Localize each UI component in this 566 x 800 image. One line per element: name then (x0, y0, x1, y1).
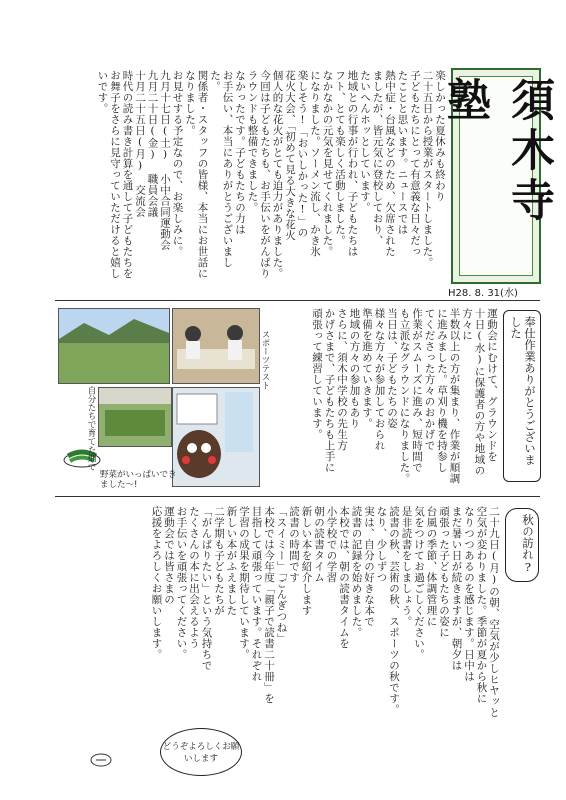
caption-vegetables: 野菜がいっぱいできました〜! (100, 470, 177, 490)
text-line: ましたが、皆元気に登校しており、 (371, 70, 384, 246)
text-line: 地域の方々の参加もあり (348, 308, 361, 429)
text-line: 二学期も子どもたちが (213, 506, 225, 616)
text-line: 読書の時間です (288, 506, 300, 583)
text-line: 運動会では皆さまの (163, 506, 175, 605)
text-line: 台風の季節、体調管理に (425, 506, 438, 627)
text-line: 「がんばりたい」という気持ちで (200, 506, 213, 671)
text-line: 二十五日から授業がスタートしました。 (421, 70, 434, 268)
text-line: かげさまで、子どもたちも上手に (323, 308, 336, 473)
text-line: たいへんホッとしています。 (359, 70, 371, 213)
text-line: 子どもたちにとって有意義な日々だっ (409, 70, 421, 257)
caption-sports: スポーツテスト (260, 330, 270, 390)
caption-garden: 自分たちで育てた畑で (86, 386, 96, 471)
text-line: 半数以上の方が集まり、作業が順調 (448, 308, 461, 484)
text-line: 実は、自分の好きな本で (363, 506, 375, 627)
text-line: に進みました。草刈り機を持参し (436, 308, 448, 473)
text-line: 朝の読書タイム (313, 506, 325, 583)
photo-school-field (58, 308, 170, 384)
photo-mascot-display (172, 387, 260, 487)
text-line: 九月二十日(金) 職員会議 (146, 70, 159, 218)
text-line: 運動会にむけて、グラウンドを (486, 308, 498, 462)
text-line: 応援をよろしくお願いします。 (150, 506, 163, 660)
text-line: 九月十七日(土) 小中合同運動会 (159, 70, 171, 251)
text-line: 学習の成果を期待しています。 (238, 506, 250, 660)
text-line: 地域との行事が行われ、子どもたちは (346, 70, 359, 257)
text-line: お舞子をさらに見守っていただけると嬉しいです。 (96, 70, 121, 279)
text-line: 是非読書をしましょう。 (400, 506, 413, 627)
text-line: 新しい本がふえました (225, 506, 238, 616)
text-line: なかなかの元気を見せてくれました。 (321, 70, 334, 257)
text-line: 頑張って練習しています。 (311, 308, 323, 440)
text-line: なかったです。子どもたちの力は (234, 70, 246, 235)
text-line: 本校では今年度「親子で読書二十冊」を (263, 506, 275, 704)
middle-heading: 奉仕作業ありがとうございました (503, 310, 541, 482)
text-line: 時代の読み書き計算を通して子どもたちを (121, 70, 134, 279)
text-line: 花火大会、「初めて見る大きな花火 (284, 70, 296, 241)
text-line: ラウンドも整備できました。 (246, 70, 259, 213)
text-line: 読書の記録を始めました。 (350, 506, 363, 638)
text-line: 十日(水)に保護者の方や地域の方々に (461, 308, 486, 476)
text-line: 準備を進めていきます。 (361, 308, 373, 429)
text-line: まだ暑い日が続きますが、朝夕は (450, 506, 463, 671)
section-divider-bottom (55, 496, 540, 497)
section-divider-top (55, 300, 540, 301)
text-line: 二十九日(月)の朝、空気が少しヒヤッと (488, 506, 500, 718)
text-line: さらに、須木中学校の先生方 (336, 308, 348, 451)
text-line: 当日は、子どもたちの姿 (386, 308, 398, 429)
bottom-heading: 秋の訪れ? (505, 508, 539, 582)
text-line: 楽しそう!「おいしかった!」の (296, 70, 309, 238)
text-line: になりました。ソーメン流し、かき氷 (309, 70, 321, 257)
text-line: 「スイミー」「ごんぎつね」 (275, 506, 288, 644)
top-article-text (58, 70, 446, 288)
text-line: 個人的な花火がとても迫力がありました。 (271, 70, 284, 279)
text-line: フト、とても楽しく活動しました。 (334, 70, 346, 246)
bottom-article-text (58, 506, 500, 776)
text-line: お見せする予定なので、お楽しみに。 (171, 70, 184, 257)
text-line: 新しい本を紹介します (300, 506, 313, 616)
text-line: も立派なグラウンドになりました。 (398, 308, 411, 484)
text-line: なりつつあるのを感じます。日中は (463, 506, 475, 682)
issue-date: H28. 8. 31(水) (448, 288, 518, 299)
middle-article-text (262, 308, 498, 492)
newsletter-title: 須木寺塾 (439, 77, 554, 227)
photo-classroom (172, 308, 260, 384)
text-line: 楽しかった夏休みも終わり (434, 70, 446, 202)
text-line: たことと思います。ニュースでは (396, 70, 409, 235)
text-line: お手伝いを頑張ってください。 (175, 506, 188, 660)
text-line: 作業がスムーズに進み、短時間で (411, 308, 423, 473)
text-line: 十月二十五日(月) 交流会 (134, 70, 146, 218)
text-line: 読書の秋、芸術の秋、スポーツの秋です。 (388, 506, 400, 715)
text-line: 本校では、朝の読書タイムを (338, 506, 350, 649)
text-line: 様々な方々が参加しておられ (373, 308, 386, 451)
speech-bubble: どうぞよろしくお願いします (160, 728, 242, 776)
text-line: 気をつけてお過ごしください。 (413, 506, 425, 660)
text-line: 今回は子どもたちも、お手伝いをがんばり (259, 70, 271, 279)
text-line: 熱中症・台風などのため、欠席された (384, 70, 396, 257)
text-line: お手伝い、本当にありがとうございました。 (209, 70, 234, 268)
text-line: 空気が変わりました。季節が夏から秋に (475, 506, 488, 704)
text-line: てくださった方々のおかげで (423, 308, 436, 451)
text-line: なり、少しずつ (375, 506, 388, 583)
text-line: たくさんの本に出会えるよう (188, 506, 200, 649)
photo-garden (98, 387, 172, 447)
text-line: 関係者・スタッフの皆様、本当にお世話になりました。 (184, 70, 209, 279)
text-line: 頑張った子どもたちの姿に (438, 506, 450, 638)
rugby-ball-icon (90, 752, 112, 766)
text-line: 目指して頑張っています。それぞれ (250, 506, 263, 682)
text-line: 小学校での学習 (325, 506, 338, 583)
